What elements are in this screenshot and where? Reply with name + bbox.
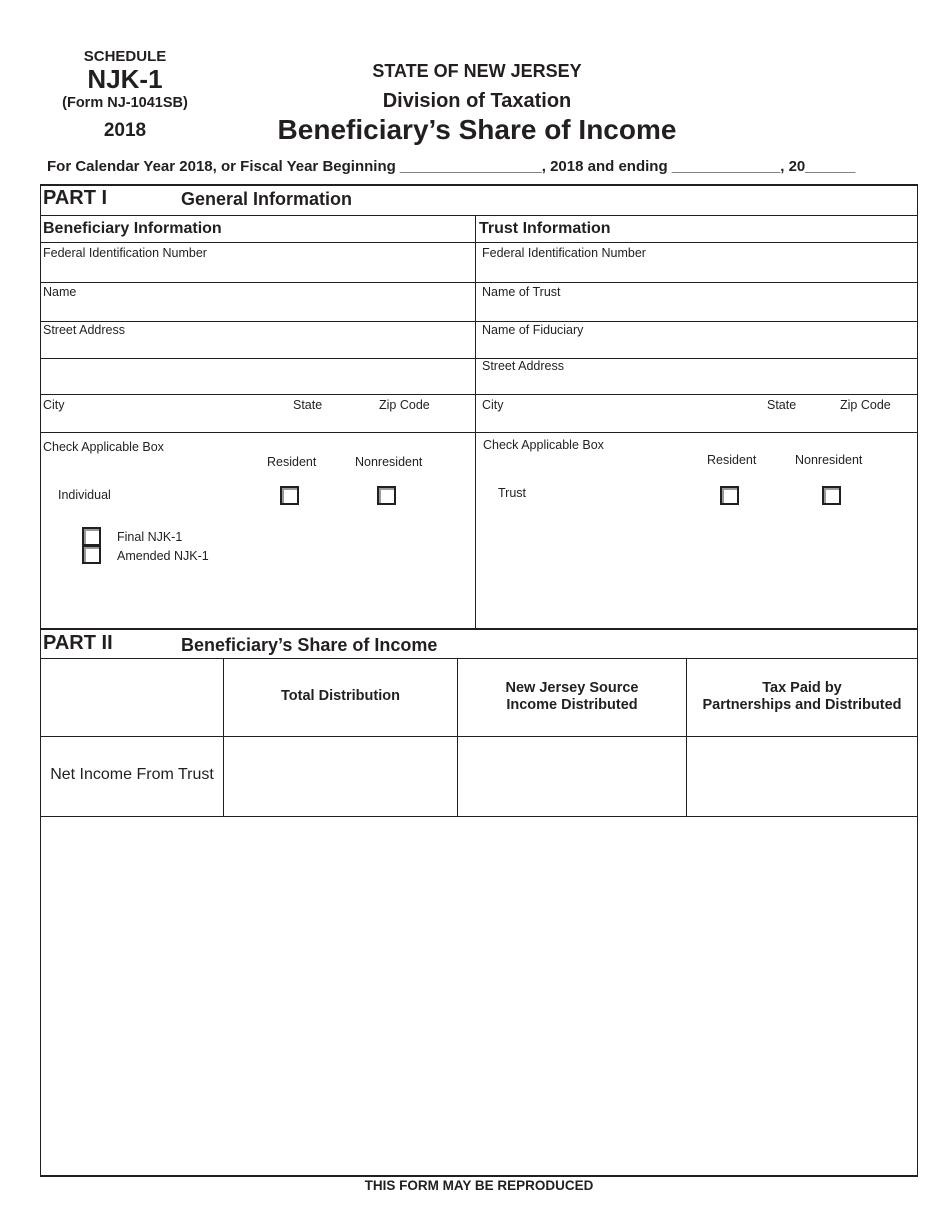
division-title: Division of Taxation: [382, 90, 572, 112]
beneficiary-state-field[interactable]: State: [293, 398, 323, 412]
trust-resident-label: Resident: [707, 453, 757, 467]
final-njk1-checkbox[interactable]: [82, 527, 101, 546]
col-total-distribution: Total Distribution: [281, 688, 400, 704]
beneficiary-fein-field[interactable]: Federal Identification Number: [43, 246, 207, 260]
individual-label: Individual: [58, 488, 111, 502]
row-rule: [40, 432, 918, 433]
schedule-label: SCHEDULE: [83, 48, 167, 65]
beneficiary-zip-field[interactable]: Zip Code: [379, 398, 430, 412]
amended-njk1-label: Amended NJK-1: [117, 549, 209, 563]
form-right-border: [917, 184, 918, 1177]
part2-label: PART II: [43, 632, 113, 654]
row-rule: [40, 282, 918, 283]
row-rule: [40, 242, 918, 243]
col-tax-paid-line1: Tax Paid by: [762, 680, 842, 696]
form-year: 2018: [103, 120, 147, 141]
row-rule: [40, 358, 918, 359]
page-title: Beneficiary’s Share of Income: [277, 114, 677, 145]
col-nj-source-line2: Income Distributed: [506, 697, 638, 713]
part2-row-rule: [40, 736, 918, 737]
part1-header-rule: [40, 215, 918, 216]
part2-row-rule: [40, 816, 918, 817]
col-tax-paid-line2: Partnerships and Distributed: [702, 697, 902, 713]
nj-source-income-input[interactable]: [459, 738, 685, 815]
trust-check-label: Check Applicable Box: [483, 438, 604, 452]
part2-top-rule: [40, 628, 918, 630]
part2-title: Beneficiary’s Share of Income: [181, 635, 438, 655]
beneficiary-address-line2-field[interactable]: [43, 360, 473, 393]
part1-column-divider: [475, 215, 476, 629]
form-bottom-rule: [40, 1175, 918, 1177]
row-rule: [40, 321, 918, 322]
beneficiary-city-field[interactable]: City: [43, 398, 65, 412]
form-reference: (Form NJ-1041SB): [62, 95, 188, 111]
trust-nonresident-checkbox[interactable]: [822, 486, 841, 505]
final-njk1-label: Final NJK-1: [117, 530, 183, 544]
footer-note: THIS FORM MAY BE REPRODUCED: [364, 1178, 594, 1193]
form-code: NJK-1: [87, 64, 163, 94]
trust-fein-field[interactable]: Federal Identification Number: [482, 246, 646, 260]
part1-title: General Information: [181, 189, 353, 209]
beneficiary-street-field[interactable]: Street Address: [43, 323, 125, 337]
beneficiary-nonresident-label: Nonresident: [355, 455, 423, 469]
part1-label: PART I: [43, 187, 108, 209]
part2-col-divider: [223, 658, 224, 816]
total-distribution-input[interactable]: [225, 738, 456, 815]
trust-type-label: Trust: [498, 486, 527, 500]
individual-nonresident-checkbox[interactable]: [377, 486, 396, 505]
trust-city-field[interactable]: City: [482, 398, 504, 412]
individual-resident-checkbox[interactable]: [280, 486, 299, 505]
part2-header-rule: [40, 658, 918, 659]
net-income-row-label: Net Income From Trust: [50, 766, 214, 783]
beneficiary-heading: Beneficiary Information: [43, 220, 222, 237]
trust-state-field[interactable]: State: [767, 398, 797, 412]
trust-nonresident-label: Nonresident: [795, 453, 863, 467]
trust-name-field[interactable]: Name of Trust: [482, 285, 561, 299]
trust-zip-field[interactable]: Zip Code: [840, 398, 891, 412]
beneficiary-name-field[interactable]: Name: [43, 285, 77, 299]
part1-top-rule: [40, 184, 918, 186]
amended-njk1-checkbox[interactable]: [82, 545, 101, 564]
form-left-border: [40, 184, 41, 1177]
trust-resident-checkbox[interactable]: [720, 486, 739, 505]
state-title: STATE OF NEW JERSEY: [372, 61, 582, 81]
row-rule: [40, 394, 918, 395]
tax-paid-input[interactable]: [688, 738, 916, 815]
beneficiary-resident-label: Resident: [267, 455, 317, 469]
beneficiary-check-label: Check Applicable Box: [43, 440, 164, 454]
fiduciary-name-field[interactable]: Name of Fiduciary: [482, 323, 584, 337]
calendar-year-line: For Calendar Year 2018, or Fiscal Year Beginning _________________, 2018 and ending _____________, 20______: [47, 158, 856, 175]
trust-street-field[interactable]: Street Address: [482, 359, 564, 373]
col-nj-source-line1: New Jersey Source: [505, 680, 639, 696]
trust-heading: Trust Information: [479, 220, 611, 237]
